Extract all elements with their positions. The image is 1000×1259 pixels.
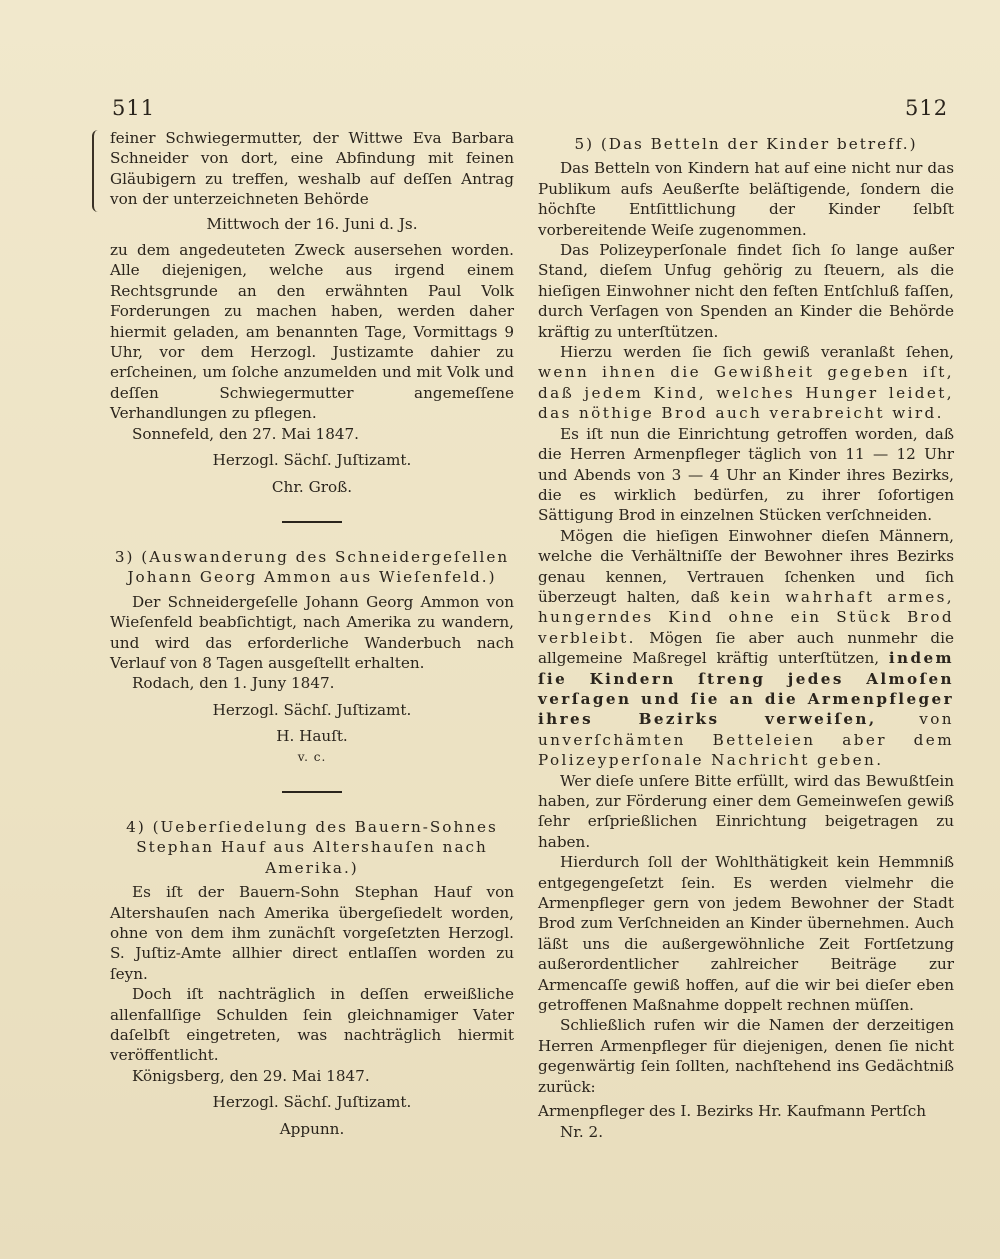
paragraph-7: Hierdurch ſoll der Wohlthätigkeit kein Hemmniß entgegengeſetzt ſein. Es werden vielmehr die Armenpfleger gern von jedem Bewohner der Stadt Brod zum Verſchneiden an Kinder übernehmen. Auch läßt uns die außergewöhnliche Zeit Fortſetzung außerordentlicher zahlreicher Beiträge zur Armencaſſe gewiß hoffen, auf die wir bei dieſer eben getroffenen Maßnahme doppelt rechnen müſſen. [538,853,954,1015]
paragraph-5 [538,526,954,771]
section4-body1: Es iſt der Bauern-Sohn Stephan Hauf von Altershauſen nach Amerika übergeſiedelt worden, ohne von dem ihm zunächſt vorgeſetzten Herzogl. S. Juſtiz-Amte allhier direct entlaſſen worden zu ſeyn. [110,883,514,983]
intro-text: feiner Schwiegermutter, der Wittwe Eva Barbara Schneider von dort, eine Abfindung mit feinen Gläubigern zu treffen, weshalb auf deſſen Antrag von der unterzeichneten Behörde [110,129,514,209]
paragraph-3-text: Hierzu werden ſie ſich gewiß veranlaßt ſehen, [560,343,954,362]
section3-vc: v. c. [297,749,327,764]
section4-place-date: Königsberg, den 29. Mai 1847. [132,1066,370,1085]
left-column [110,128,514,1139]
section3-signature: H. Hauſt. [276,727,348,746]
margin-bracket [92,130,102,212]
section5-heading: 5) (Das Betteln der Kinder betreff.) [574,135,918,153]
signature: Chr. Groß. [271,477,353,496]
paragraph-6: Wer dieſe unſere Bitte erfüllt, wird das Bewußtſein haben, zur Förderung einer dem Gemeinweſen gewiß ſehr erſprießlichen Einrichtung beigetragen zu haben. [538,771,954,851]
section3-body: Der Schneidergeſelle Johann Georg Ammon von Wieſenfeld beabſichtigt, nach Amerika zu wandern, und wird das erforderliche Wanderbuch nach Verlauf von 8 Tagen ausgeſtellt erhalten. [110,592,514,672]
section4-heading: 4) (Ueberſiedelung des Bauern-Sohnes Stephan Hauf aus Altershauſen nach Amerika.) [126,817,498,877]
date-line: Mittwoch der 16. Juni d. Js. [206,214,418,233]
paragraph-4: Es iſt nun die Einrichtung getroffen worden, daß die Herren Armenpfleger täglich von 11 — 12 Uhr und Abends von 3 — 4 Uhr an Kinder ihres Bezirks, die es wirklich bedürfen, zu ihrer ſofortigen Sättigung Brod in einzelnen Stücken verſchneiden. [538,424,954,525]
section-divider [282,521,342,523]
paragraph-5-a: Mögen die hieſigen Einwohner dieſen Männern, welche die Verhältniſſe der Bewohner ihres Bezirks genau kennen, Vertrauen ſchenken und ſich überzeugt halten, daß [538,526,954,606]
paragraph-9: Armenpfleger des I. Bezirks Hr. Kaufmann Pertſch [538,1102,927,1121]
section4-signature: Appunn. [279,1119,345,1138]
section4-body2: Doch iſt nachträglich in deſſen erweißliche allenfallſige Schulden ſein gleichnamiger Vater daſelbſt eingetreten, was nachträglich hiermit veröffentlicht. [110,985,514,1065]
section3-place-date: Rodach, den 1. Juny 1847. [132,674,335,693]
place-date: Sonnefeld, den 27. Mai 1847. [132,424,360,443]
notice-body: zu dem angedeuteten Zweck ausersehen worden. Alle diejenigen, welche aus irgend einem Rechtsgrunde an den erwähnten Paul Volk Forderungen zu machen haben, werden daher hiermit geladen, am benannten Tage, Vormittags 9 Uhr, vor dem Herzogl. Justizamte dahier zu erſcheinen, um ſolche anzumelden und mit Volk und deſſen Schwiegermutter angemeſſene Verhandlungen zu pflegen. [110,241,514,423]
paragraph-5-c: Mögen ſie aber auch nunmehr die allgemeine Maßregel kräftig unterſtützen, [538,628,955,668]
paragraph-2: Das Polizeyperſonale findet ſich ſo lange außer Stand, dieſem Unfug gehörig zu ſteuern, als die hieſigen Einwohner nicht den feſten Entſchluß faſſen, durch Verſagen von Spenden an Kinder die Behörde kräftig zu unterſtützen. [538,241,954,341]
page-number-right: 512 [905,96,949,120]
paragraph-5-e: von unverſchämten Betteleien aber dem Polizeyperſonale Nachricht geben. [538,710,954,770]
section4-office: Herzogl. Sächſ. Juſtizamt. [212,1093,412,1112]
paragraph-3-spaced: wenn ihnen die Gewißheit gegeben iſt, daß jedem Kind, welches Hunger leidet, das nöthige Brod auch verabreicht wird. [538,363,954,423]
paragraph-1: Das Betteln von Kindern hat auf eine nicht nur das Publikum aufs Aeußerſte beläſtigende, ſondern die höchſte Entſittlichung der Kinder ſelbſt vorbereitende Weiſe zugenommen. [538,159,954,239]
section3-heading: 3) (Auswanderung des Schneidergeſellen Johann Georg Ammon aus Wieſenfeld.) [114,547,510,587]
paragraph-3 [538,342,954,424]
page-number-left: 511 [112,96,156,120]
paragraph-10: Nr. 2. [560,1122,604,1141]
paragraph-5-bold: indem ſie Kindern ſtreng jedes Almoſen verſagen und ſie an die Armenpfleger ihres Bezirks verweiſen, [538,649,954,729]
office-name: Herzogl. Sächſ. Juſtizamt. [212,451,412,470]
section3-office: Herzogl. Sächſ. Juſtizamt. [212,700,412,719]
right-column [538,128,954,1142]
paragraph-5-spaced: kein wahrhaft armes, hungerndes Kind ohne ein Stück Brod verbleibt. [538,587,955,647]
section-divider [282,791,342,793]
paragraph-8: Schließlich rufen wir die Namen der derzeitigen Herren Armenpfleger für diejenigen, denen ſie nicht gegenwärtig ſein ſollten, nachſtehend ins Gedächtniß zurück: [538,1016,954,1096]
